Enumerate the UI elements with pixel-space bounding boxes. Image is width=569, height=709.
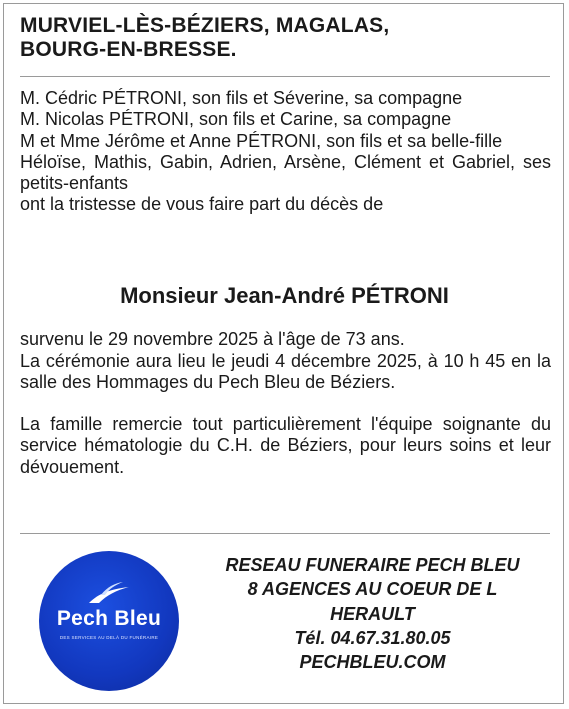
thanks-text: La famille remercie tout particulièrement l'équipe soignante du service hématologie du C.H. de Béziers, pour leurs soins et leur dévouement. [20,413,551,477]
ceremony-text: La cérémonie aura lieu le jeudi 4 décembre 2025, à 10 h 45 en la salle des Hommages du Pech Bleu de Béziers. [20,350,551,392]
contact-line: HERAULT [330,603,415,624]
death-date-text: survenu le 29 novembre 2025 à l'âge de 73 ans. [20,329,405,349]
bird-swoosh-icon [87,581,131,607]
divider [20,76,550,77]
family-list [20,88,551,216]
contact-line: RESEAU FUNERAIRE PECH BLEU [225,555,520,575]
family-line: M. Cédric PÉTRONI, son fils et Séverine, sa compagne [20,88,463,108]
divider [20,533,550,534]
family-line: M. Nicolas PÉTRONI, son fils et Carine, sa compagne [20,109,452,130]
contact-website: PECHBLEU.COM [299,652,446,673]
towns-line: BOURG-EN-BRESSE. [20,38,237,61]
contact-phone: Tél. 04.67.31.80.05 [294,627,451,648]
family-line: ont la tristesse de vous faire part du décès de [20,194,384,215]
pech-bleu-logo [39,551,179,691]
towns-line: MURVIEL-LÈS-BÉZIERS, MAGALAS, [20,14,390,37]
towns-heading [20,14,540,62]
logo-name: Pech Bleu [56,607,162,630]
family-line: M et Mme Jérôme et Anne PÉTRONI, son fils et sa belle-fille [20,130,503,151]
details-block [20,329,551,478]
family-line: Héloïse, Mathis, Gabin, Adrien, Arsène, Clément et Gabriel, ses petits-enfants [20,151,551,194]
contact-line: 8 AGENCES AU COEUR DE L [247,579,498,600]
logo-tagline: DES SERVICES AU DELÀ DU FUNÉRAIRE [59,635,159,640]
deceased-name: Monsieur Jean-André PÉTRONI [120,283,449,308]
funeral-home-contact [205,553,540,674]
